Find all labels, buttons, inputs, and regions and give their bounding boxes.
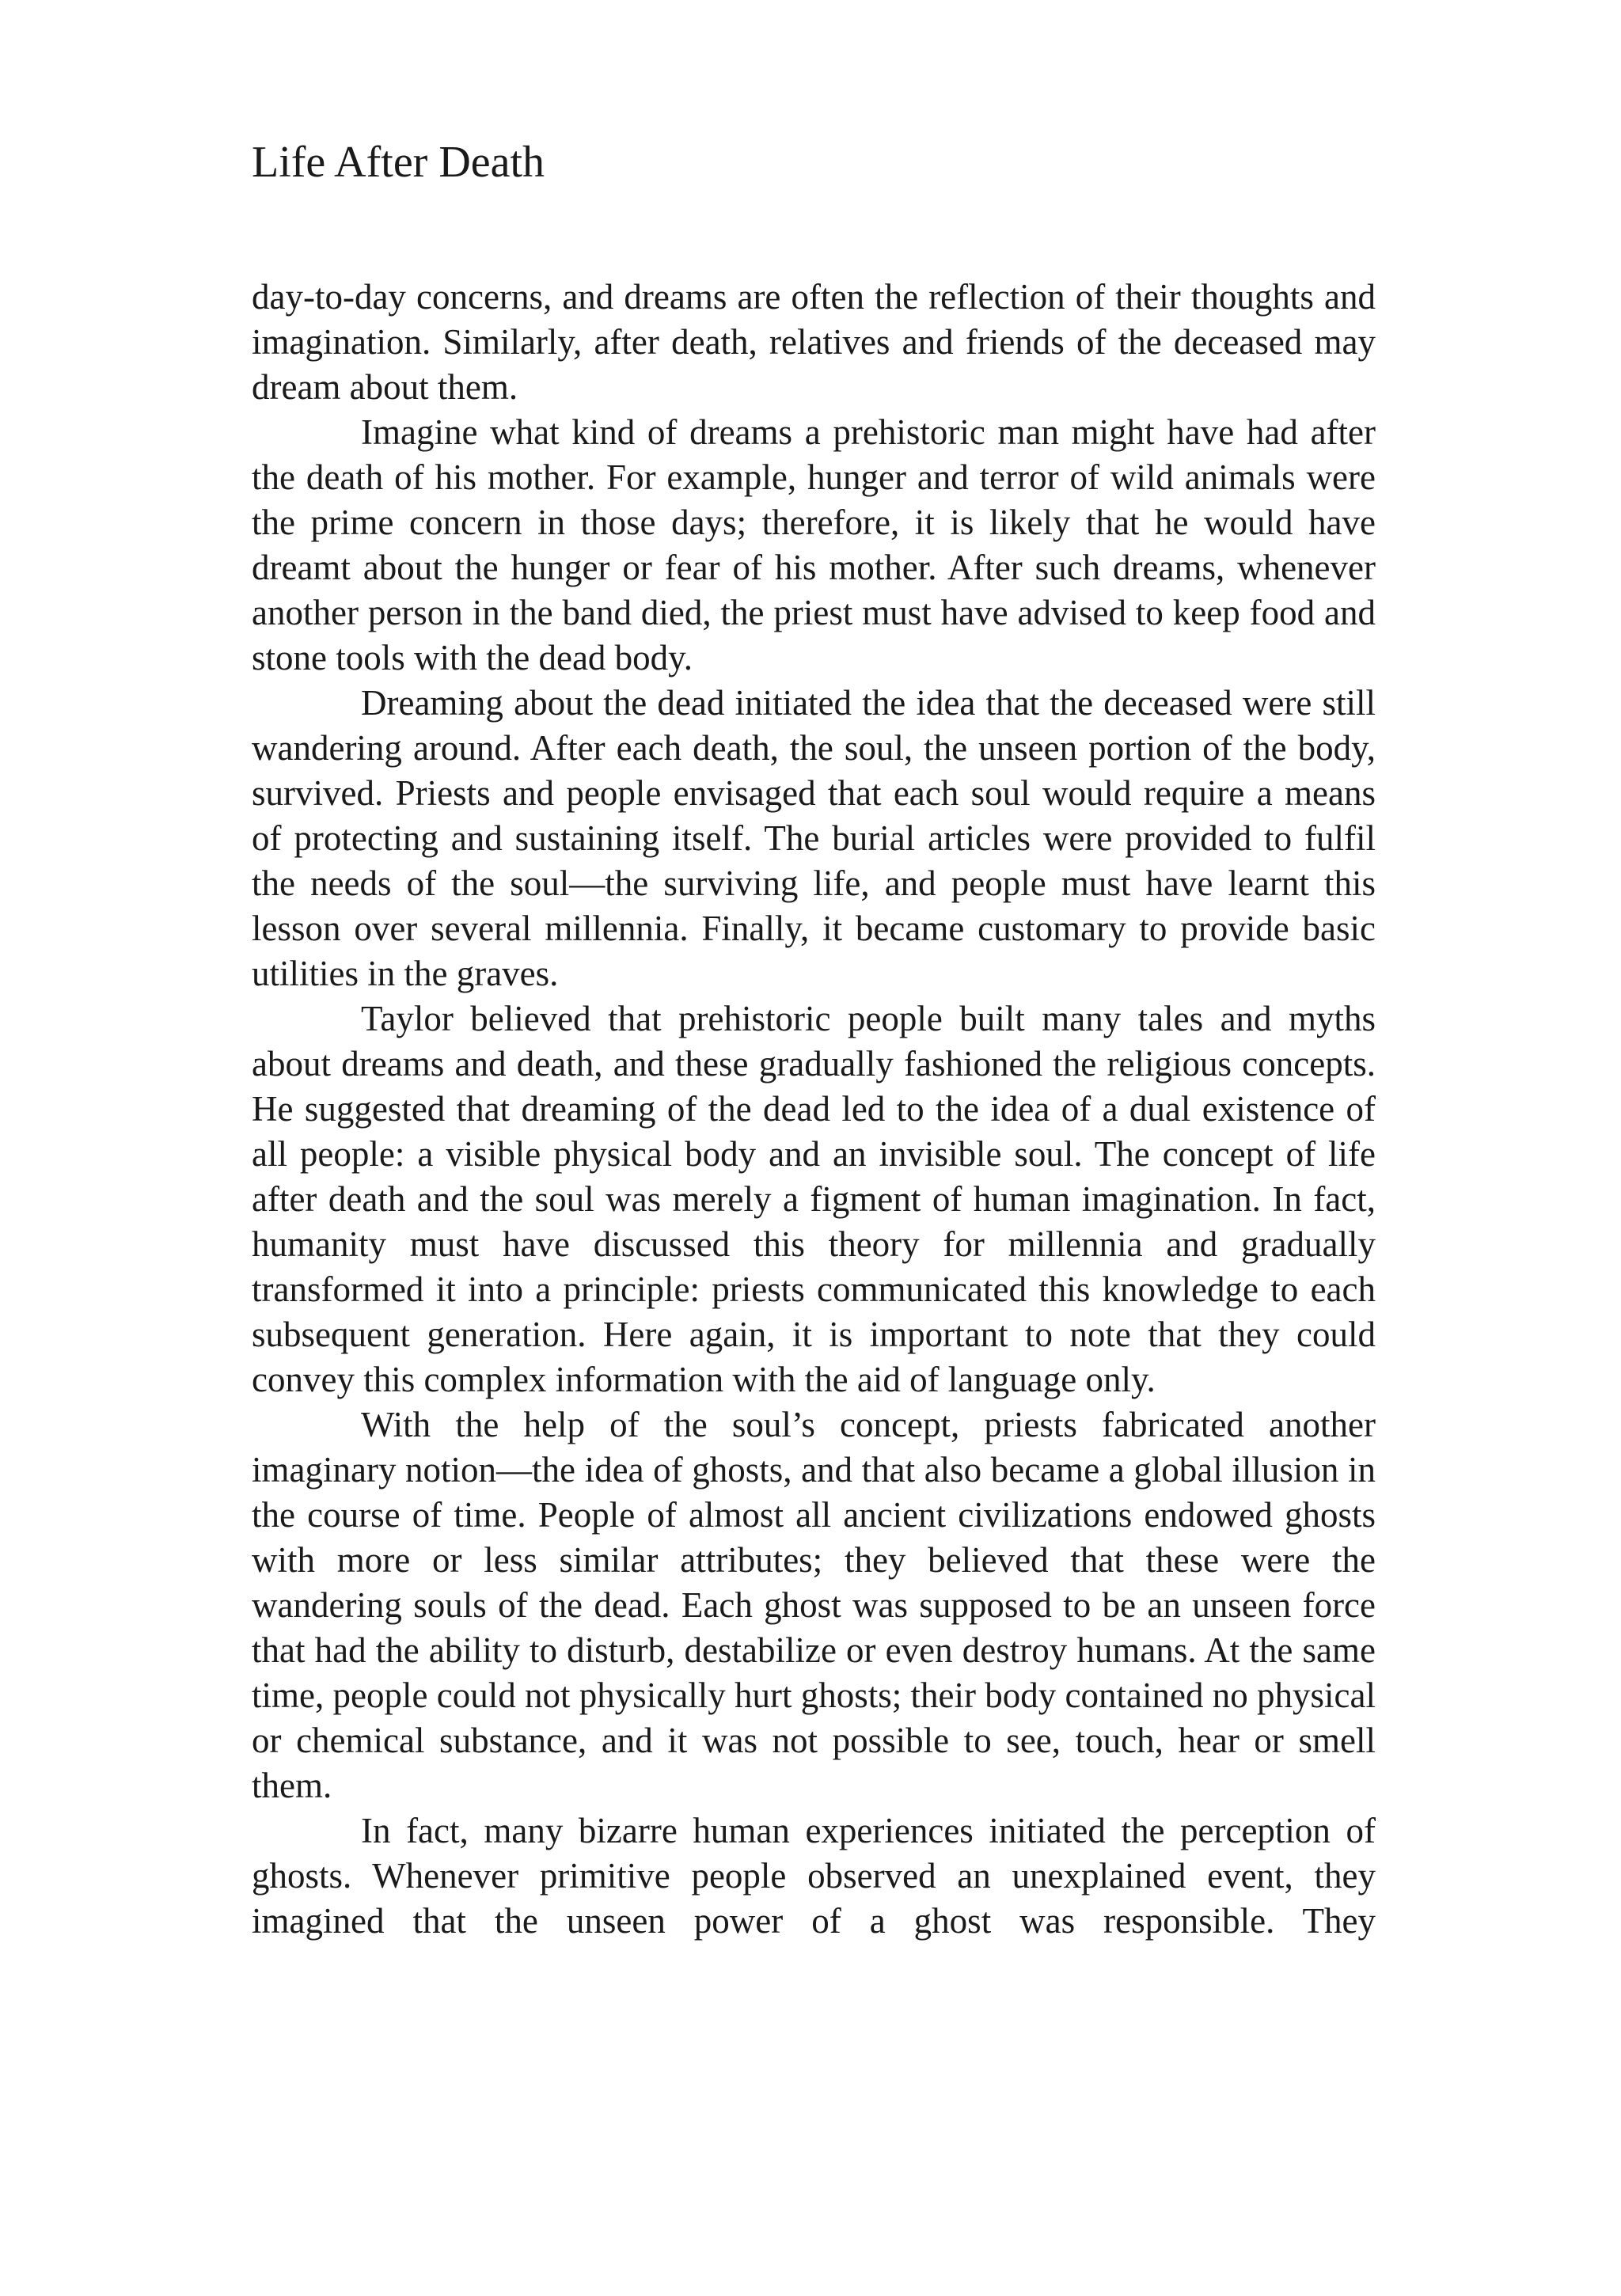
paragraph-2: Imagine what kind of dreams a prehistoric man might have had after the death of his mother. For example, hunger and terror of wild animals were the prime concern in those days; therefore, it is likely that he would have dreamt about the hunger or fear of his mother. After such dreams, whenever another person in the band died, the priest must have advised to keep food and stone tools with the dead body.: [252, 412, 1376, 677]
body-text: [252, 275, 1376, 1944]
paragraph-4: Taylor believed that prehistoric people built many tales and myths about dreams and death, and these gradually fashioned the religious concepts. He suggested that dreaming of the dead led to the idea of a dual existence of all people: a visible physical body and an invisible soul. The concept of life after death and the soul was merely a figment of human imagination. In fact, humanity must have discussed this theory for millennia and gradually transformed it into a principle: priests communicated this knowledge to each subsequent generation. Here again, it is important to note that they could convey this complex information with the aid of language only.: [252, 999, 1376, 1399]
paragraph-3: Dreaming about the dead initiated the idea that the deceased were still wandering around. After each death, the soul, the unseen portion of the body, survived. Priests and people envisaged that each soul would require a means of protecting and sustaining itself. The burial articles were provided to fulfil the needs of the soul—the surviving life, and people must have learnt this lesson over several millennia. Finally, it became customary to provide basic utilities in the graves.: [252, 683, 1376, 993]
running-title: Life After Death: [252, 138, 545, 187]
paragraph-5: With the help of the soul’s concept, priests fabricated another imaginary notion—the idea of ghosts, and that also became a global illusion in the course of time. People of almost all ancient civilizations endowed ghosts with more or less similar attributes; they believed that these were the wandering souls of the dead. Each ghost was supposed to be an unseen force that had the ability to disturb, destabilize or even destroy humans. At the same time, people could not physically hurt ghosts; their body contained no physical or chemical substance, and it was not possible to see, touch, hear or smell them.: [252, 1405, 1376, 1805]
paragraph-6: In fact, many bizarre human experiences initiated the perception of ghosts. Whenever primitive people observed an unexplained event, they imagined that the unseen power of a ghost was responsible. They: [252, 1811, 1376, 1941]
paragraph-1: day-to-day concerns, and dreams are often the reflection of their thoughts and imagination. Similarly, after death, relatives and friends of the deceased may dream about them.: [252, 277, 1376, 407]
